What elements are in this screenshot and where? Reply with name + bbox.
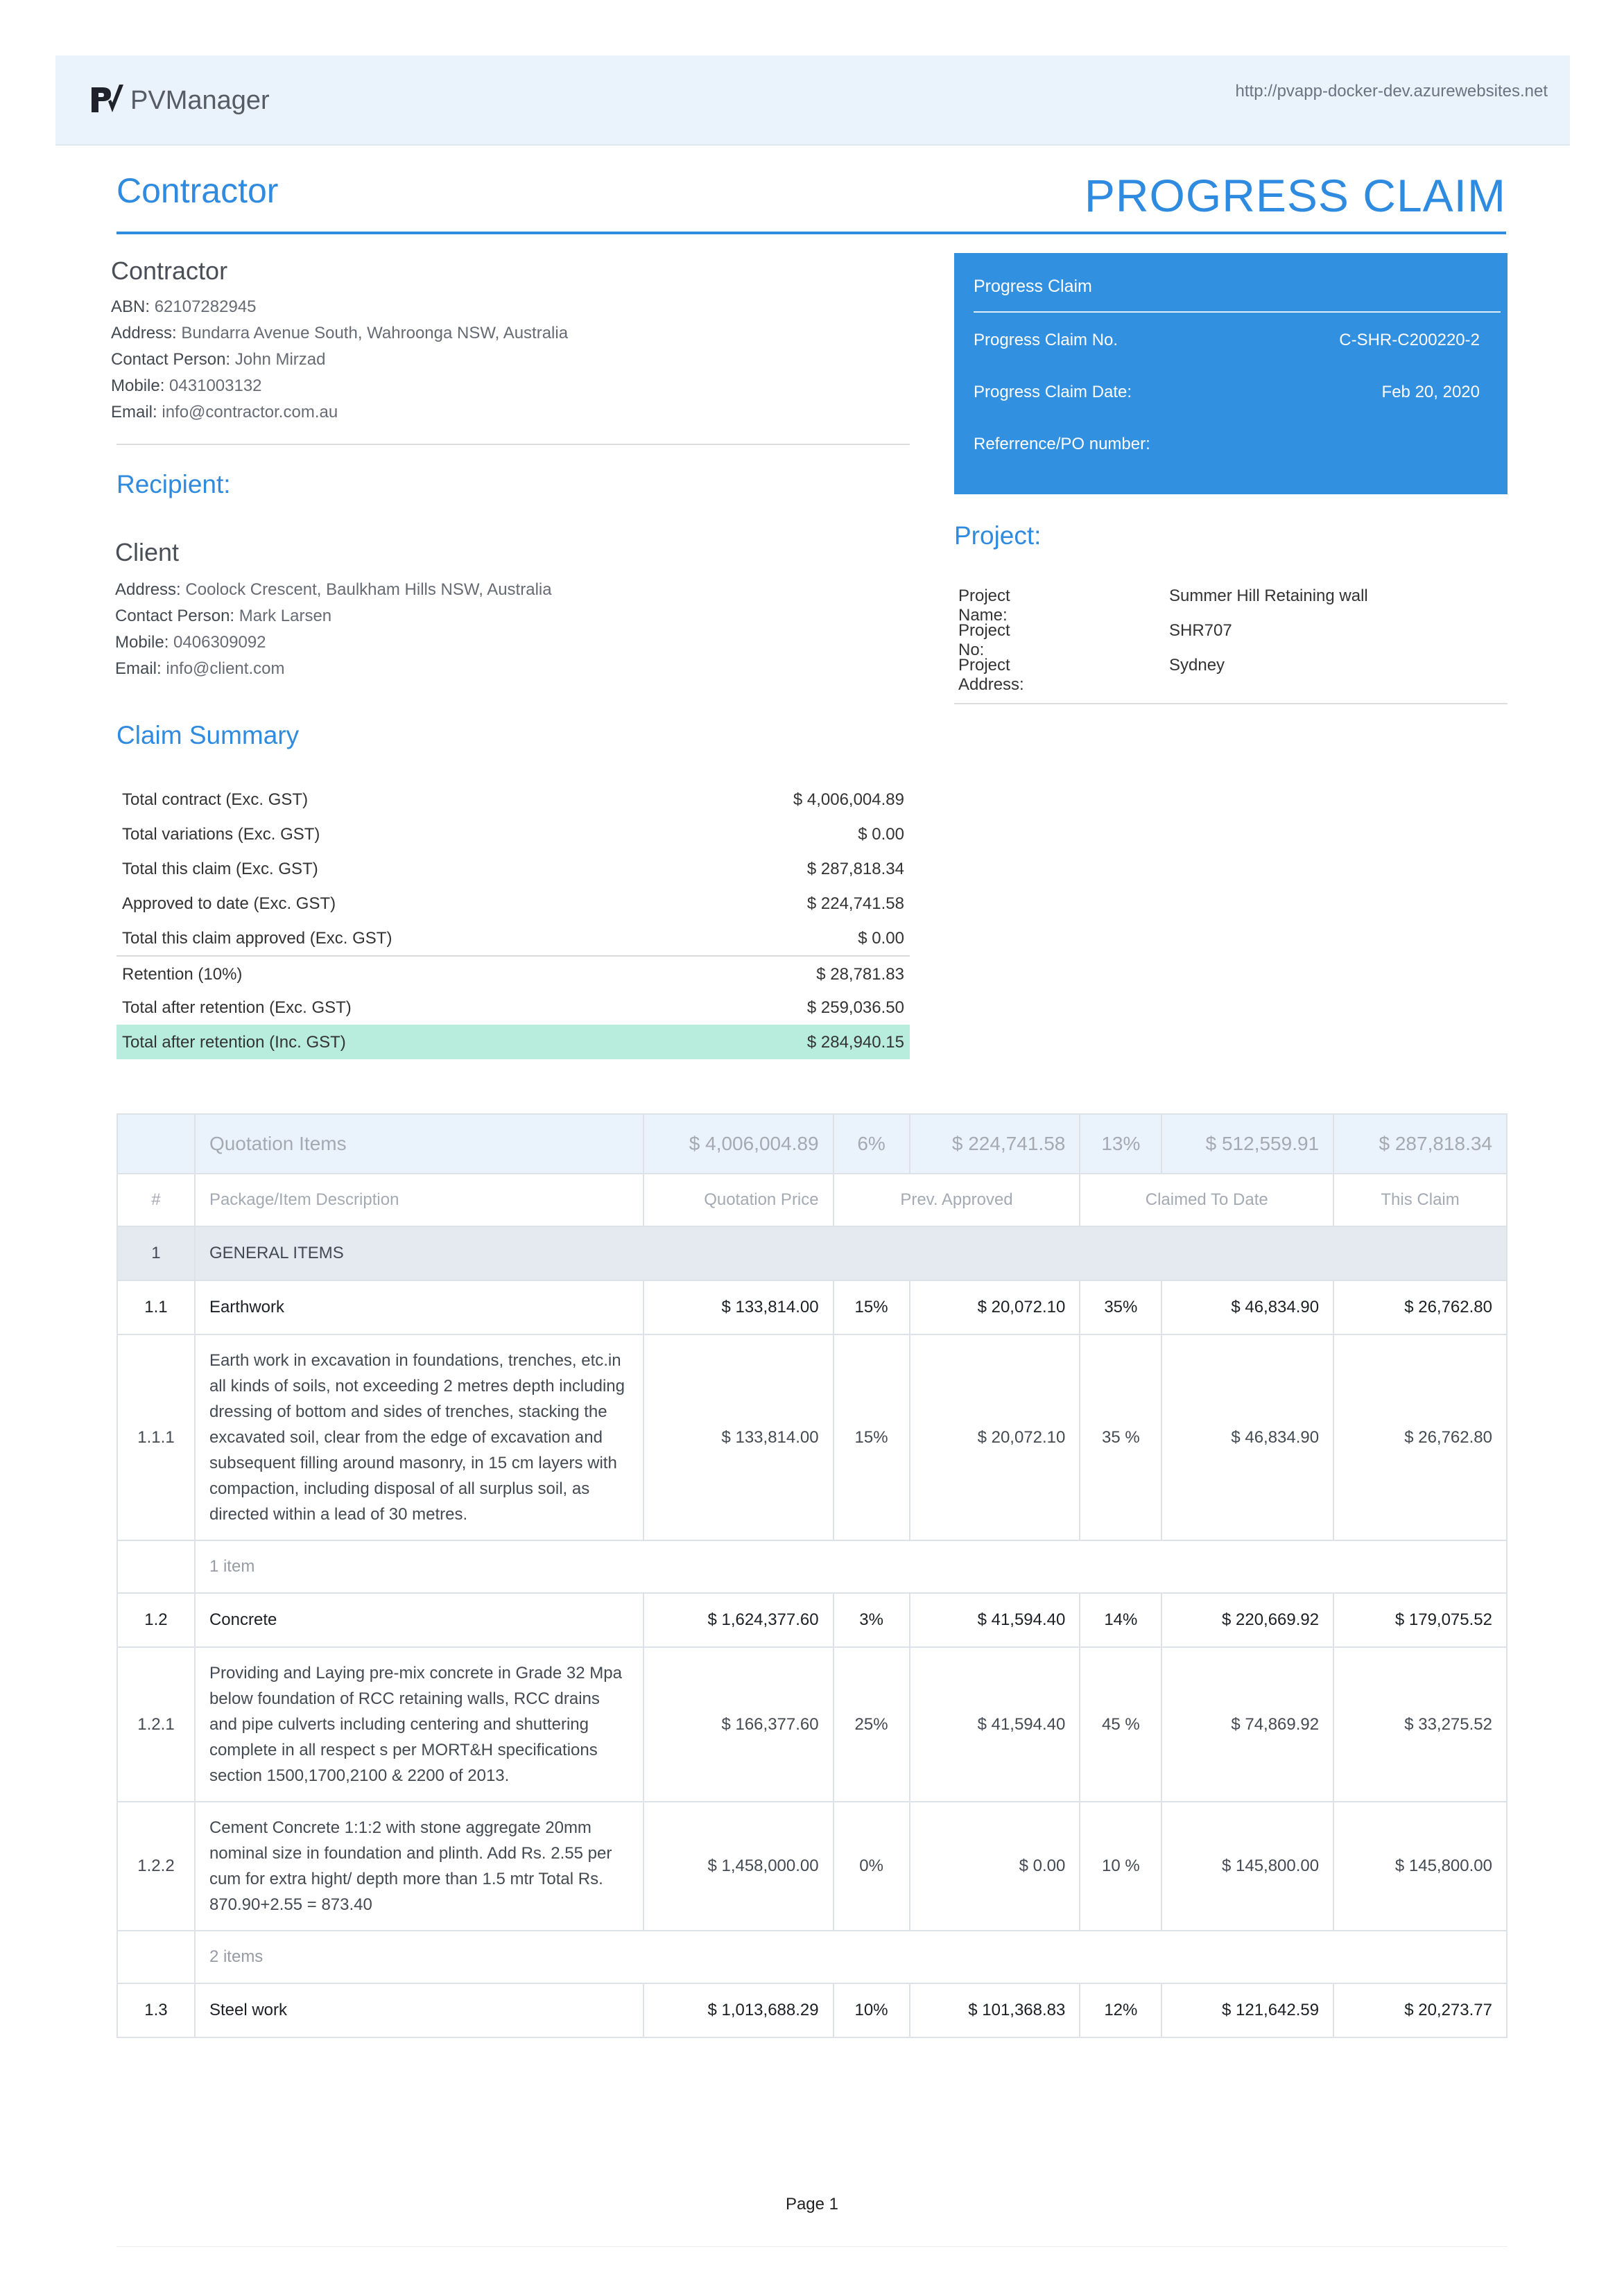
- prev-approved-pct: 6%: [833, 1114, 910, 1174]
- reference-label: Referrence/PO number:: [974, 435, 1150, 453]
- contractor-name: Contractor: [111, 256, 228, 285]
- contact-value: Mark Larsen: [239, 607, 332, 625]
- item-this-claim: $ 26,762.80: [1333, 1334, 1507, 1540]
- item-number: 1.2: [117, 1593, 195, 1647]
- progress-claim-box: [954, 253, 1508, 494]
- item-prev-amount: $ 0.00: [910, 1802, 1080, 1931]
- project-no-label: Project No:: [958, 621, 1010, 659]
- item-claimed-amount: $ 145,800.00: [1161, 1802, 1333, 1931]
- email-value[interactable]: info@client.com: [166, 659, 285, 678]
- address-value: Coolock Crescent, Baulkham Hills NSW, Australia: [185, 580, 552, 599]
- table-row: [117, 1593, 1507, 1647]
- mobile-value: 0406309092: [173, 633, 266, 652]
- col-prev-approved: Prev. Approved: [833, 1174, 1080, 1226]
- item-prev-amount: $ 101,368.83: [910, 1983, 1080, 2037]
- item-price: $ 1,624,377.60: [643, 1593, 833, 1647]
- quotation-totals-row: [117, 1114, 1507, 1174]
- claim-date-label: Progress Claim Date:: [974, 383, 1132, 401]
- item-count: 1 item: [195, 1540, 1507, 1593]
- claim-summary-table: [116, 782, 910, 1059]
- item-prev-amount: $ 41,594.40: [910, 1647, 1080, 1802]
- group-number: 1: [117, 1226, 195, 1280]
- summary-label: Total this claim (Exc. GST): [122, 860, 318, 878]
- item-claimed-pct: 14%: [1080, 1593, 1161, 1647]
- column-header-row: [117, 1174, 1507, 1226]
- recipient-name: Client: [115, 538, 180, 566]
- claim-number-value: C-SHR-C200220-2: [1339, 331, 1480, 349]
- quotation-label: Quotation Items: [195, 1114, 643, 1174]
- item-price: $ 166,377.60: [643, 1647, 833, 1802]
- recipient-heading: Recipient:: [116, 470, 231, 498]
- item-prev-amount: $ 20,072.10: [910, 1334, 1080, 1540]
- quotation-price-total: $ 4,006,004.89: [643, 1114, 833, 1174]
- summary-label: Total contract (Exc. GST): [122, 790, 309, 809]
- summary-row: [116, 955, 910, 990]
- claim-number-row: [974, 331, 1480, 350]
- project-name-label: Project Name:: [958, 586, 1010, 625]
- col-this-claim: This Claim: [1333, 1174, 1507, 1226]
- item-price: $ 133,814.00: [643, 1280, 833, 1334]
- item-prev-pct: 15%: [833, 1334, 910, 1540]
- address-value: Bundarra Avenue South, Wahroonga NSW, Australia: [181, 324, 569, 342]
- table-row: [117, 1802, 1507, 1931]
- summary-value: $ 4,006,004.89: [793, 790, 904, 809]
- site-url[interactable]: http://pvapp-docker-dev.azurewebsites.net: [1235, 82, 1548, 101]
- blank-cell: [117, 1540, 195, 1593]
- item-this-claim: $ 179,075.52: [1333, 1593, 1507, 1647]
- summary-total-row: [116, 1025, 910, 1059]
- table-row: [117, 1983, 1507, 2037]
- item-claimed-pct: 45 %: [1080, 1647, 1161, 1802]
- mobile-value: 0431003132: [169, 376, 262, 395]
- summary-value: $ 284,940.15: [806, 1033, 904, 1052]
- claimed-pct: 13%: [1080, 1114, 1161, 1174]
- col-description: Package/Item Description: [195, 1174, 643, 1226]
- summary-row: [116, 886, 910, 921]
- table-row: [117, 1647, 1507, 1802]
- item-number: 1.3: [117, 1983, 195, 2037]
- item-claimed-amount: $ 46,834.90: [1161, 1280, 1333, 1334]
- contractor-heading: Contractor: [116, 171, 279, 210]
- claim-number-label: Progress Claim No.: [974, 331, 1118, 349]
- summary-label: Total this claim approved (Exc. GST): [122, 929, 392, 948]
- item-price: $ 1,458,000.00: [643, 1802, 833, 1931]
- contact-label: Contact Person:: [111, 350, 231, 369]
- document-title: PROGRESS CLAIM: [1084, 170, 1506, 221]
- item-number: 1.2.2: [117, 1802, 195, 1931]
- item-this-claim: $ 33,275.52: [1333, 1647, 1507, 1802]
- summary-label: Total after retention (Inc. GST): [122, 1033, 346, 1052]
- claim-box-divider: [974, 311, 1501, 313]
- claim-summary-heading: Claim Summary: [116, 721, 300, 749]
- summary-value: $ 224,741.58: [806, 894, 904, 913]
- this-claim-total: $ 287,818.34: [1333, 1114, 1507, 1174]
- contact-value: John Mirzad: [234, 350, 326, 369]
- blank-cell: [117, 1114, 195, 1174]
- summary-row: [116, 990, 910, 1025]
- blank-cell: [117, 1931, 195, 1983]
- project-heading: Project:: [954, 521, 1042, 550]
- address-label: Address:: [111, 324, 177, 342]
- project-divider: [954, 703, 1508, 704]
- item-number: 1.1: [117, 1280, 195, 1334]
- item-count-row: [117, 1931, 1507, 1983]
- contractor-details: [111, 294, 568, 426]
- item-claimed-pct: 12%: [1080, 1983, 1161, 2037]
- prev-approved-total: $ 224,741.58: [910, 1114, 1080, 1174]
- claim-date-row: [974, 383, 1480, 402]
- item-number: 1.1.1: [117, 1334, 195, 1540]
- table-row: [117, 1280, 1507, 1334]
- summary-row: [116, 817, 910, 851]
- abn-label: ABN:: [111, 297, 150, 316]
- item-claimed-amount: $ 220,669.92: [1161, 1593, 1333, 1647]
- summary-value: $ 0.00: [858, 825, 904, 844]
- item-this-claim: $ 20,273.77: [1333, 1983, 1507, 2037]
- item-claimed-amount: $ 74,869.92: [1161, 1647, 1333, 1802]
- item-number: 1.2.1: [117, 1647, 195, 1802]
- item-claimed-pct: 10 %: [1080, 1802, 1161, 1931]
- item-prev-pct: 25%: [833, 1647, 910, 1802]
- recipient-details: [115, 577, 552, 682]
- item-claimed-pct: 35 %: [1080, 1334, 1161, 1540]
- summary-row: [116, 851, 910, 886]
- item-description: Earth work in excavation in foundations, trenches, etc.in all kinds of soils, not exceeding 2 metres depth including dressing of bottom and sides of trenches, stacking the excavated soil, clear from the edge of excavation and subsequent filling around masonry, in 15 cm layers with compaction, including disposal of all surplus soil, as directed within a lead of 30 metres.: [195, 1334, 643, 1540]
- item-description: Steel work: [195, 1983, 643, 2037]
- summary-label: Total variations (Exc. GST): [122, 825, 320, 844]
- item-price: $ 1,013,688.29: [643, 1983, 833, 2037]
- item-count: 2 items: [195, 1931, 1507, 1983]
- quotation-items-table: [116, 1113, 1508, 2038]
- item-this-claim: $ 145,800.00: [1333, 1802, 1507, 1931]
- item-prev-pct: 0%: [833, 1802, 910, 1931]
- col-number: #: [117, 1174, 195, 1226]
- claimed-total: $ 512,559.91: [1161, 1114, 1333, 1174]
- contractor-divider: [116, 444, 910, 445]
- contact-label: Contact Person:: [115, 607, 235, 625]
- item-description: Cement Concrete 1:1:2 with stone aggregate 20mm nominal size in foundation and plinth. Add Rs. 2.55 per cum for extra hight/ depth more than 1.5 mtr Total Rs. 870.90+2.55 = 873.40: [195, 1802, 643, 1931]
- email-label: Email:: [115, 659, 162, 678]
- title-divider: [116, 232, 1506, 234]
- mobile-label: Mobile:: [115, 633, 169, 652]
- table-row: [117, 1334, 1507, 1540]
- project-address-value: Sydney: [1169, 656, 1225, 675]
- footer-divider: [116, 2246, 1508, 2247]
- claim-date-value: Feb 20, 2020: [1381, 383, 1480, 401]
- project-no-value: SHR707: [1169, 621, 1232, 640]
- summary-value: $ 259,036.50: [806, 998, 904, 1017]
- project-name-value: Summer Hill Retaining wall: [1169, 586, 1368, 605]
- item-prev-amount: $ 41,594.40: [910, 1593, 1080, 1647]
- brand-name: PVManager: [130, 86, 270, 115]
- item-claimed-amount: $ 46,834.90: [1161, 1334, 1333, 1540]
- email-value[interactable]: info@contractor.com.au: [162, 403, 338, 421]
- summary-row: [116, 782, 910, 817]
- mobile-label: Mobile:: [111, 376, 165, 395]
- item-claimed-pct: 35%: [1080, 1280, 1161, 1334]
- group-title: GENERAL ITEMS: [195, 1226, 1507, 1280]
- summary-label: Total after retention (Exc. GST): [122, 998, 352, 1017]
- abn-value: 62107282945: [154, 297, 257, 316]
- project-address-label: Project Address:: [958, 656, 1024, 694]
- summary-label: Retention (10%): [122, 965, 243, 984]
- claim-box-title: Progress Claim: [974, 277, 1092, 296]
- item-prev-pct: 15%: [833, 1280, 910, 1334]
- summary-value: $ 28,781.83: [816, 965, 904, 984]
- col-quotation-price: Quotation Price: [643, 1174, 833, 1226]
- item-prev-pct: 3%: [833, 1593, 910, 1647]
- app-header: [55, 55, 1570, 146]
- item-description: Concrete: [195, 1593, 643, 1647]
- reference-row: [974, 435, 1480, 454]
- summary-label: Approved to date (Exc. GST): [122, 894, 336, 913]
- group-row: [117, 1226, 1507, 1280]
- item-count-row: [117, 1540, 1507, 1593]
- item-price: $ 133,814.00: [643, 1334, 833, 1540]
- summary-row: [116, 921, 910, 955]
- page-number: Page 1: [785, 2195, 839, 2214]
- summary-value: $ 0.00: [858, 929, 904, 948]
- item-prev-pct: 10%: [833, 1983, 910, 2037]
- item-claimed-amount: $ 121,642.59: [1161, 1983, 1333, 2037]
- item-description: Earthwork: [195, 1280, 643, 1334]
- item-description: Providing and Laying pre-mix concrete in Grade 32 Mpa below foundation of RCC retaining walls, RCC drains and pipe culverts including centering and shuttering complete in all respect s per MORT&H specifications section 1500,1700,2100 & 2200 of 2013.: [195, 1647, 643, 1802]
- pvmanager-logo-icon: [87, 80, 126, 119]
- col-claimed-to-date: Claimed To Date: [1080, 1174, 1333, 1226]
- address-label: Address:: [115, 580, 181, 599]
- email-label: Email:: [111, 403, 157, 421]
- item-this-claim: $ 26,762.80: [1333, 1280, 1507, 1334]
- item-prev-amount: $ 20,072.10: [910, 1280, 1080, 1334]
- summary-value: $ 287,818.34: [806, 860, 904, 878]
